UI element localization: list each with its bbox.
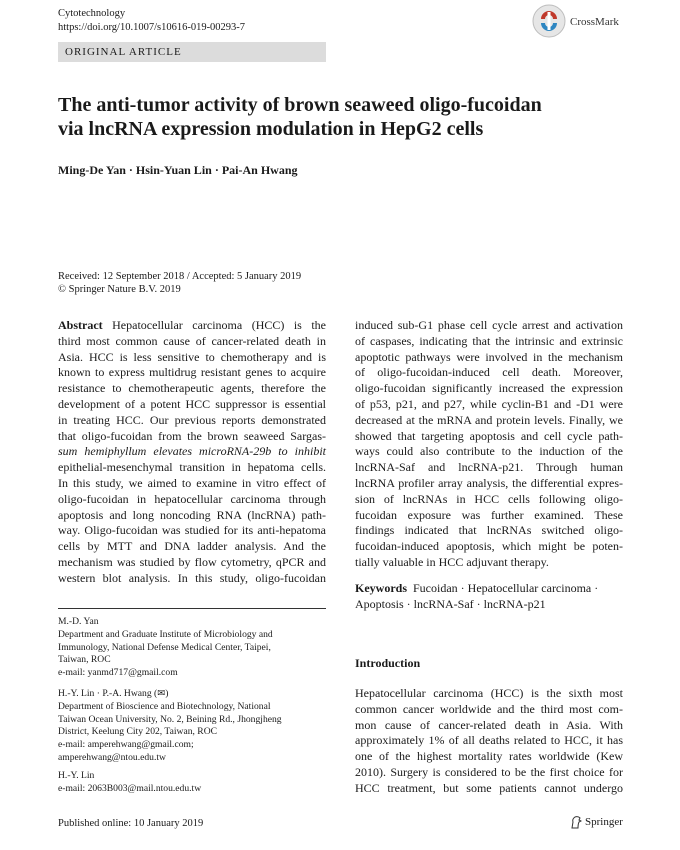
affiliation-line: H.-Y. Lin · P.-A. Hwang (✉) [58, 688, 169, 699]
affiliation-line: M.-D. Yan [58, 616, 99, 627]
abstract-line: findings indicated that lncRNAs switched oligo- [355, 523, 623, 538]
keywords-line: Apoptosis · lncRNA-Saf · lncRNA-p21 [355, 597, 546, 611]
abstract-line: of p53, p21, and p27, while cyclin-B1 and -D1 were [355, 396, 623, 411]
keywords-label: Keywords [355, 581, 407, 595]
affiliation-line: Department and Graduate Institute of Microbiology and [58, 628, 273, 640]
section-heading: Introduction [355, 656, 421, 670]
received-accepted: Received: 12 September 2018 / Accepted: 5 January 2019 [58, 271, 302, 282]
abstract-line: development of a potent HCC suppressor is essential [58, 396, 326, 411]
keywords [355, 580, 623, 612]
abstract-line: induced sub-G1 phase cell cycle arrest and activation [355, 318, 623, 332]
crossmark-label: CrossMark [570, 16, 619, 28]
abstract-line: tially valuable in HCC adjuvant therapy. [355, 554, 549, 569]
affiliation-line: Immunology, National Defense Medical Center, Taipei, [58, 641, 271, 653]
affiliation-line: Taiwan Ocean University, No. 2, Beining Rd., Jhongjheng [58, 713, 282, 725]
journal-header [58, 7, 245, 35]
abstract-line: cells by MTT and DNA ladder analysis. And the [58, 539, 326, 554]
affiliation-email[interactable]: amperehwang@ntou.edu.tw [58, 751, 166, 763]
affiliation-line: H.-Y. Lin [58, 770, 95, 781]
intro-line: common cancer worldwide and the third most com- [355, 701, 623, 716]
affiliation-email[interactable]: e-mail: yanmd717@gmail.com [58, 667, 178, 679]
title-line: The anti-tumor activity of brown seaweed oligo-fucoidan [58, 94, 542, 116]
abstract-line: showed that targeting apoptosis and cell cycle path- [355, 428, 623, 443]
abstract-line: oligo-fucoidan significantly increased the expression [355, 381, 623, 396]
abstract-line: way. Oligo-fucoidan was studied for its anti-hepatoma [58, 523, 326, 538]
abstract-line: in treating HCC. Our previous reports demonstrated [58, 412, 326, 427]
copyright: © Springer Nature B.V. 2019 [58, 284, 181, 295]
abstract-line: Asia. HCC is less sensitive to chemotherapy and is [58, 349, 326, 364]
journal-name: Cytotechnology [58, 8, 126, 19]
abstract-line: that oligo-fucoidan from the brown seaweed Sargas- [58, 428, 326, 443]
article-title [58, 93, 618, 141]
abstract-line: In this study, we aimed to examine in vitro effect of [58, 475, 326, 490]
abstract-line: oligo-fucoidan in hepatocellular carcinoma through [58, 491, 326, 506]
affiliation-block [58, 688, 326, 765]
abstract-line: fucoidan-induced apoptosis, which might be poten- [355, 539, 623, 554]
intro-line: approximately 1% of all deaths related to HCC, it has [355, 733, 623, 748]
intro-line: Hepatocellular carcinoma (HCC) is the sixth most [355, 686, 623, 700]
abstract-line: apoptotic pathways were involved in the mechanism [355, 349, 623, 364]
crossmark-icon [532, 4, 566, 38]
abstract-line: of caspases, indicating that the intrinsic and extrinsic [355, 333, 623, 348]
abstract-line: resistance to chemotherapeutic agents, therefore the [58, 381, 326, 396]
affiliation-line: Taiwan, ROC [58, 654, 111, 666]
published-date: Published online: 10 January 2019 [58, 818, 204, 829]
publisher-logo [570, 815, 623, 829]
affiliation-email[interactable]: e-mail: 2063B003@mail.ntou.edu.tw [58, 782, 202, 794]
intro-line: mon cause of cancer-related death in Asia. With [355, 717, 623, 732]
abstract-line: third most common cause of cancer-related death in [58, 333, 326, 348]
article-dates [58, 270, 301, 296]
footnote-divider [58, 608, 326, 609]
affiliation-email[interactable]: e-mail: amperehwang@gmail.com; [58, 739, 194, 751]
abstract-line: western blot analysis. In this study, oligo-fucoidan [58, 570, 326, 585]
abstract-line: of oligo-fucoidan-induced cell death. Moreover, [355, 365, 623, 380]
intro-line: HCC treatment, but some patients cannot undergo [355, 780, 623, 795]
title-line: via lncRNA expression modulation in HepG2 cells [58, 118, 484, 140]
affiliation-block [58, 616, 326, 680]
abstract-line: Abstract Hepatocellular carcinoma (HCC) is the [58, 318, 326, 332]
abstract-line: lncRNA profiler array analysis, the differential expres- [355, 475, 623, 490]
abstract-line: sion of lncRNAs in HCC cells following oligo- [355, 491, 623, 506]
keywords-line: Keywords Fucoidan · Hepatocellular carcinoma · [355, 581, 599, 595]
abstract-line: mechanism was studied by flow cytometry, qPCR and [58, 554, 326, 569]
abstract-left [58, 318, 326, 587]
abstract-line: decreased at the mRNA and protein levels. Finally, we [355, 412, 623, 427]
author-list: Ming-De Yan · Hsin-Yuan Lin · Pai-An Hwang [58, 163, 298, 177]
intro-line: 2010). Surgery is considered to be the first choice for [355, 764, 623, 779]
doi-link[interactable]: https://doi.org/10.1007/s10616-019-00293-7 [58, 22, 246, 33]
introduction-body [355, 686, 623, 797]
publisher-name: Springer [585, 816, 623, 828]
abstract-line: apoptosis and long noncoding RNA (lncRNA) path- [58, 507, 326, 522]
abstract-line: known to express multidrug resistant genes to acquire [58, 365, 326, 380]
article-type-banner: ORIGINAL ARTICLE [58, 42, 326, 62]
abstract-line: fucoidan exposure was further examined. These [355, 507, 623, 522]
affiliation-line: District, Keelung City 202, Taiwan, ROC [58, 726, 218, 738]
abstract-line: epithelial-mesenchymal transition in hepatoma cells. [58, 460, 326, 475]
abstract-line: ways could also contribute to the induction of the [355, 444, 623, 459]
abstract-right [355, 318, 623, 571]
intro-line: one of the highest mortality rates worldwide (Kew [355, 749, 623, 764]
crossmark-badge[interactable] [532, 4, 632, 40]
abstract-line: sum hemiphyllum elevates microRNA-29b to inhibit [58, 444, 326, 459]
affiliation-block [58, 770, 326, 796]
abstract-line: lncRNA-Saf and lncRNA-p21. Through human [355, 460, 623, 475]
affiliation-line: Department of Bioscience and Biotechnology, National [58, 700, 271, 712]
abstract-label: Abstract [58, 318, 103, 332]
springer-horse-icon [570, 815, 582, 829]
